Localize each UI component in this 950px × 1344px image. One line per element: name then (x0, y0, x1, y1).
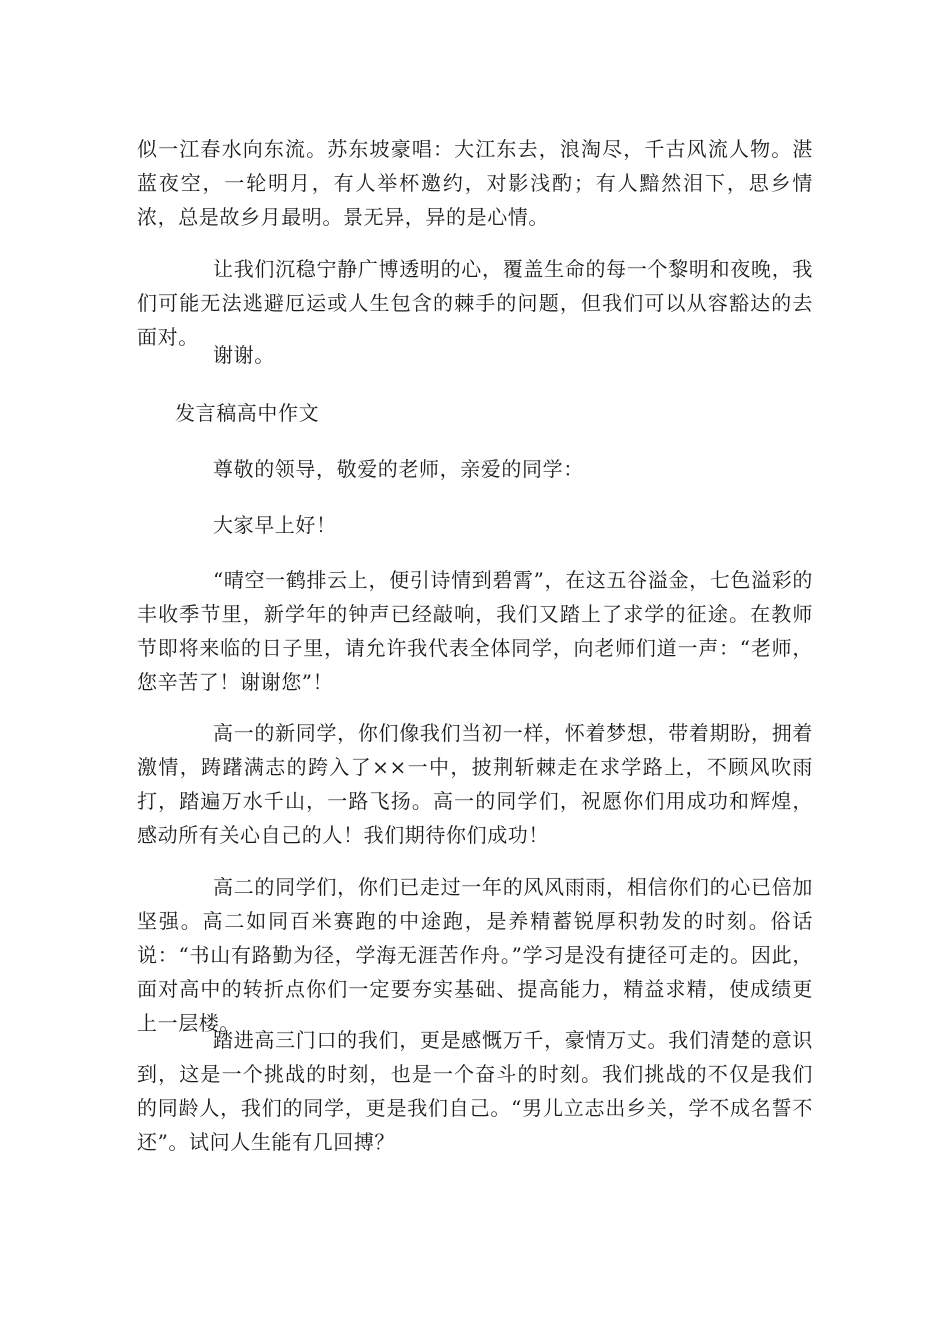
essay-title: 发言稿高中作文 (175, 401, 320, 425)
paragraph-thanks: 谢谢。 (213, 343, 275, 367)
paragraph-continuation: 似一江春水向东流。苏东坡豪唱：大江东去，浪淘尽，千古风流人物。湛蓝夜空，一轮明月，有人举杯邀约，对影浅酌；有人黯然泪下，思乡情浓，总是故乡月最明。景无异，异的是心情。 (137, 137, 813, 229)
paragraph-sophomores: 高二的同学们，你们已走过一年的风风雨雨，相信你们的心已倍加坚强。高二如同百米赛跑的中途跑，是养精蓄锐厚积勃发的时刻。俗话说：“书山有路勤为径，学海无涯苦作舟。”学习是没有捷径可走的。因此，面对高中的转折点你们一定要夯实基础、提高能力，精益求精，使成绩更上一层楼。 (137, 875, 813, 1035)
paragraph-seniors: 踏进高三门口的我们，更是感慨万千，豪情万丈。我们清楚的意识到，这是一个挑战的时刻，也是一个奋斗的时刻。我们挑战的不仅是我们的同龄人，我们的同学，更是我们自己。“男儿立志出乡关，学不成名誓不还”。试问人生能有几回搏？ (137, 1028, 813, 1154)
paragraph-freshmen: 高一的新同学，你们像我们当初一样，怀着梦想，带着期盼，拥着激情，踌躇满志的跨入了××一中，披荆斩棘走在求学路上，不顾风吹雨打，踏遍万水千山，一路飞扬。高一的同学们，祝愿你们用成功和辉煌，感动所有关心自己的人！我们期待你们成功！ (137, 721, 813, 847)
paragraph-salutation: 尊敬的领导，敬爱的老师，亲爱的同学： (213, 457, 584, 481)
paragraph-opening: “晴空一鹤排云上，便引诗情到碧霄”，在这五谷溢金，七色溢彩的丰收季节里，新学年的钟声已经敲响，我们又踏上了求学的征途。在教师节即将来临的日子里，请允许我代表全体同学，向老师们道一声：“老师，您辛苦了！谢谢您”！ (137, 568, 813, 694)
paragraph-closing-thought: 让我们沉稳宁静广博透明的心，覆盖生命的每一个黎明和夜晚，我们可能无法逃避厄运或人生包含的棘手的问题，但我们可以从容豁达的去面对。 (137, 257, 813, 349)
paragraph-greeting: 大家早上好！ (213, 513, 337, 537)
